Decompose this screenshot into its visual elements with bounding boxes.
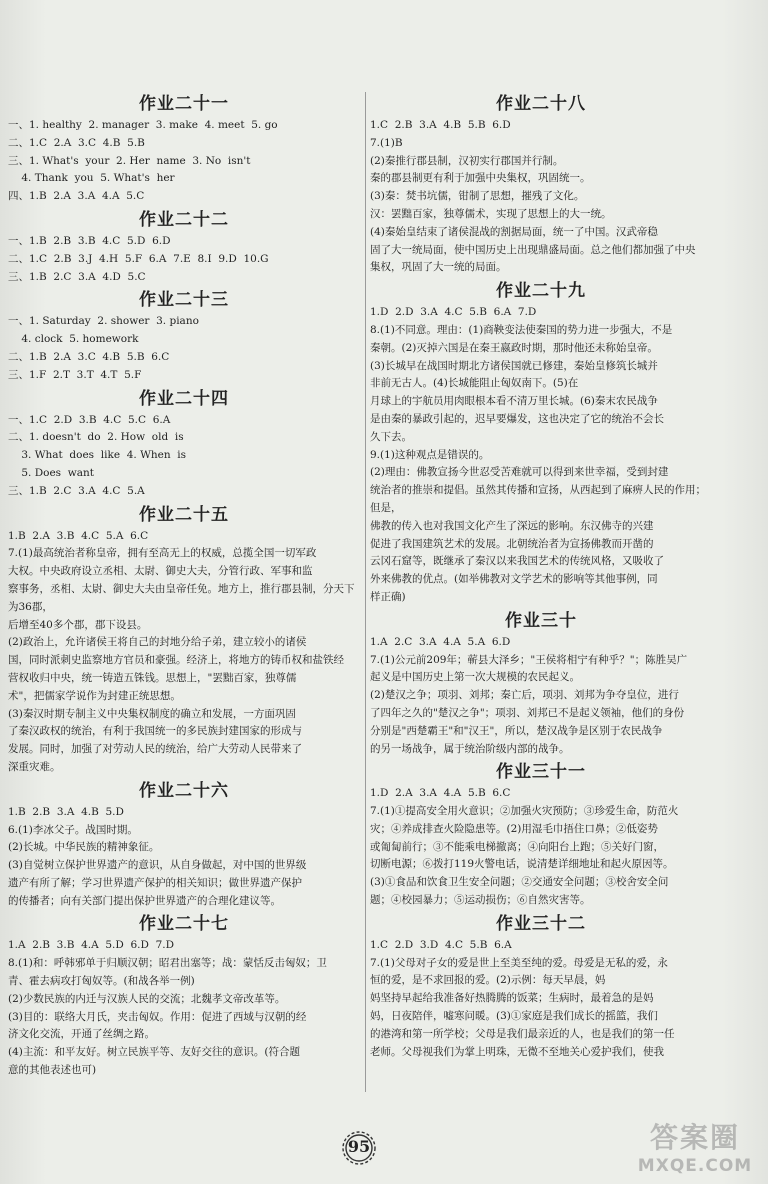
answer-line: 起义是中国历史上第一次大规模的农民起义。 <box>370 671 580 684</box>
answer-line: 6.(1)李冰父子。战国时期。 <box>8 823 138 836</box>
watermark-logo: 答案圈 <box>649 1121 740 1154</box>
site-watermark <box>630 1112 760 1178</box>
answer-line: 7.(1)公元前209年；蕲县大泽乡；"王侯将相宁有种乎？"；陈胜吴广 <box>370 653 688 666</box>
answer-line: (3)长城早在战国时期北方诸侯国就已修建，秦始皇修筑长城并 <box>370 359 658 372</box>
answer-line: 7.(1)最高统治者称皇帝，拥有至高无上的权威，总揽全国一切军政 <box>8 547 317 560</box>
answer-line: 了四年之久的"楚汉之争"；项羽、刘邦已不是起义领袖，他们的身份 <box>370 706 685 719</box>
answer-line: 灾；④养成排查火险隐患等。(2)用湿毛巾捂住口鼻；②低姿势 <box>370 822 658 835</box>
answer-line: 5. Does want <box>8 466 94 479</box>
left-column <box>8 90 360 1081</box>
answer-line: 大权。中央政府设立丞相、太尉、御史大夫，分管行政、军事和监 <box>8 565 313 578</box>
section-title: 作业二十三 <box>139 290 229 311</box>
answer-line: 的另一场战争，属于统治阶级内部的战争。 <box>370 742 570 755</box>
answer-line: 1.A 2.C 3.A 4.A 5.A 6.D <box>370 635 511 648</box>
assignment-section <box>370 279 712 607</box>
answer-line: (3)自觉树立保护世界遗产的意识，从自身做起，对中国的世界级 <box>8 859 307 872</box>
answer-line: 汉：罢黜百家，独尊儒术，实现了思想上的大一统。 <box>370 207 612 220</box>
answer-line: 3. What does like 4. When is <box>8 449 187 462</box>
answer-line: 1.D 2.D 3.A 4.C 5.B 6.A 7.D <box>370 306 537 319</box>
answer-line: (2)政治上，允许诸侯王将自己的封地分给子弟，建立较小的诸侯 <box>8 636 307 649</box>
answer-line: (3)目的：联络大月氏，夹击匈奴。作用：促进了西域与汉朝的经 <box>8 1010 307 1023</box>
answer-line: 二、1. doesn't do 2. How old is <box>8 431 184 444</box>
answer-line: 术"，把儒家学说作为封建正统思想。 <box>8 689 181 702</box>
answer-line: 1.C 2.D 3.D 4.C 5.B 6.A <box>370 938 512 951</box>
section-title: 作业三十 <box>505 610 577 631</box>
answer-line: 后增至40多个郡，郡下设县。 <box>8 618 148 631</box>
answer-line: 8.(1)不同意。理由：(1)商鞅变法使秦国的势力进一步强大，不是 <box>370 323 673 336</box>
answer-line: 济文化交流，开通了丝绸之路。 <box>8 1028 155 1041</box>
answer-line: 三、1.B 2.C 3.A 4.D 5.C <box>8 270 146 283</box>
answer-line: 秦的郡县制更有利于加强中央集权，巩固统一。 <box>370 172 591 185</box>
answer-line: (2)秦推行郡县制，汉初实行郡国并行制。 <box>370 154 564 167</box>
answer-line: 统治者的推崇和提倡。虽然其传播和宣扬，从西起到了麻痹人民的作用；但是， <box>370 484 706 514</box>
answer-line: (2)少数民族的内迁与汉族人民的交流；北魏孝文帝改革等。 <box>8 992 286 1005</box>
answer-line: 营权收归中央，统一铸造五铢钱。思想上，"罢黜百家，独尊儒 <box>8 671 297 684</box>
answer-line: 二、1.C 2.B 3.J 4.H 5.F 6.A 7.E 8.I 9.D 10.G <box>8 252 269 265</box>
answer-line: 三、1.B 2.C 3.A 4.C 5.A <box>8 484 145 497</box>
answer-line: 切断电源；⑥拨打119火警电话，说清楚详细地址和起火原因等。 <box>370 858 674 871</box>
answer-line: 三、1.F 2.T 3.T 4.T 5.F <box>8 368 142 381</box>
answer-line: 外来佛教的优点。(如举佛教对文学艺术的影响等其他事例，同 <box>370 573 658 586</box>
page-number: 95 <box>347 1137 371 1156</box>
section-title: 作业二十七 <box>139 914 229 935</box>
answer-line: 遗产有所了解；学习世界遗产保护的相关知识；做世界遗产保护 <box>8 876 302 889</box>
answer-line: 发展。同时，加强了对劳动人民的统治，给广大劳动人民带来了 <box>8 743 302 756</box>
answer-line: 恒的爱，是不求回报的爱。(2)示例：每天早晨，妈 <box>370 974 606 987</box>
answer-line: 的港湾和第一所学校；父母是我们最亲近的人，也是我们的第一任 <box>370 1027 675 1040</box>
answer-line: 是由秦的暴政引起的，迟早要爆发，这也决定了它的统治不会长 <box>370 412 664 425</box>
assignment-section <box>370 92 712 277</box>
answer-line: 一、1. Saturday 2. shower 3. piano <box>8 315 199 328</box>
section-title: 作业二十二 <box>139 209 229 230</box>
answer-line: 1.B 2.A 3.B 4.C 5.A 6.C <box>8 529 149 542</box>
answer-line: 了秦汉政权的统治，有利于我国统一的多民族封建国家的形成与 <box>8 725 302 738</box>
answer-line: 分别是"西楚霸王"和"汉王"，所以，楚汉战争是区别于农民战争 <box>370 724 663 737</box>
assignment-section <box>8 912 360 1079</box>
answer-line: 佛教的传入也对我国文化产生了深远的影响。东汉佛寺的兴建 <box>370 519 654 532</box>
answer-line: 一、1.C 2.D 3.B 4.C 5.C 6.A <box>8 413 171 426</box>
answer-line: (2)楚汉之争；项羽、刘邦；秦亡后，项羽、刘邦为争夺皇位，进行 <box>370 689 679 702</box>
assignment-section <box>8 503 360 777</box>
right-column <box>370 90 712 1062</box>
section-title: 作业三十二 <box>496 913 586 934</box>
answer-line: 二、1.B 2.A 3.C 4.B 5.B 6.C <box>8 350 170 363</box>
answer-line: 集权，巩固了大一统的局面。 <box>370 261 507 274</box>
section-title: 作业二十四 <box>139 388 229 409</box>
answer-line: 或匍匐前行；③不能乘电梯撤离；④向阳台上跑；⑤关好门窗， <box>370 840 664 853</box>
answer-line: 题；④校园暴力；⑤运动损伤；⑥自然灾害等。 <box>370 894 591 907</box>
section-title: 作业三十一 <box>496 762 586 783</box>
answer-line: 青、霍去病攻打匈奴等。(和战各举一例) <box>8 975 195 988</box>
section-title: 作业二十六 <box>139 780 229 801</box>
answer-line: 深重灾难。 <box>8 760 61 773</box>
section-title: 作业二十五 <box>139 504 229 525</box>
assignment-section <box>370 760 712 910</box>
answer-line: 意的其他表述也可) <box>8 1064 97 1077</box>
answer-line: 三、1. What's your 2. Her name 3. No isn't <box>8 154 251 167</box>
answer-line: 察事务，丞相、太尉、御史大夫由皇帝任免。地方上，推行郡县制，分天下为36郡， <box>8 582 355 613</box>
answer-line: 老师。父母视我们为掌上明珠，无微不至地关心爱护我们，使我 <box>370 1045 664 1058</box>
answer-line: (3)①食品和饮食卫生安全问题；②交通安全问题；③校舍安全问 <box>370 876 669 889</box>
answer-line: 1.A 2.B 3.B 4.A 5.D 6.D 7.D <box>8 939 175 952</box>
answer-line: 一、1.B 2.B 3.B 4.C 5.D 6.D <box>8 234 171 247</box>
page-number-badge <box>339 1128 379 1168</box>
answer-line: (2)理由：佛教宣扬今世忍受苦难就可以得到来世幸福，受到封建 <box>370 466 669 479</box>
answer-line: 4. clock 5. homework <box>8 333 139 346</box>
section-title: 作业二十九 <box>496 281 586 302</box>
answer-line: 7.(1)①提高安全用火意识；②加强火灾预防；③珍爱生命，防范火 <box>370 805 679 818</box>
answer-line: 1.B 2.B 3.A 4.B 5.D <box>8 805 124 818</box>
answer-line: 月球上的宇航员用肉眼根本看不清万里长城。(6)秦末农民战争 <box>370 395 658 408</box>
answer-line: 四、1.B 2.A 3.A 4.A 5.C <box>8 190 145 203</box>
answer-line: 7.(1)父母对子女的爱是世上至美至纯的爱。母爱是无私的爱，永 <box>370 956 668 969</box>
column-divider <box>365 92 366 1092</box>
answer-line: 4. Thank you 5. What's her <box>8 172 175 185</box>
assignment-section <box>8 92 360 206</box>
answer-line: 国，同时派刺史监察地方官员和豪强。经济上，将地方的铸币权和盐铁经 <box>8 654 344 667</box>
answer-line: 固了大一统局面，使中国历史上出现鼎盛局面。总之他们都加强了中央 <box>370 243 696 256</box>
watermark-url: MXQE.COM <box>637 1156 753 1176</box>
answer-line: 妈坚持早起给我准备好热腾腾的饭菜；生病时，最着急的是妈 <box>370 992 654 1005</box>
assignment-section <box>8 387 360 501</box>
answer-line: 二、1.C 2.A 3.C 4.B 5.B <box>8 136 145 149</box>
answer-line: 1.D 2.A 3.A 4.A 5.B 6.C <box>370 787 511 800</box>
assignment-section <box>8 208 360 286</box>
assignment-section <box>370 912 712 1062</box>
answer-line: 的传播者；向有关部门提出保护世界遗产的合理化建议等。 <box>8 894 281 907</box>
answer-line: 9.(1)这种观点是错误的。 <box>370 448 490 461</box>
section-title: 作业二十八 <box>496 94 586 114</box>
assignment-section <box>8 288 360 384</box>
assignment-section <box>8 779 360 911</box>
answer-line: 促进了我国建筑艺术的发展。北朝统治者为宣扬佛教而开凿的 <box>370 537 654 550</box>
answer-line: (2)长城。中华民族的精神象征。 <box>8 841 160 854</box>
answer-line: (3)秦：焚书坑儒，钳制了思想，摧残了文化。 <box>370 190 585 203</box>
answer-line: (3)秦汉时期专制主义中央集权制度的确立和发展，一方面巩固 <box>8 707 296 720</box>
assignment-section <box>370 609 712 759</box>
answer-line: 妈，日夜陪伴，嘘寒问暖。(3)①家庭是我们成长的摇篮，我们 <box>370 1010 658 1023</box>
answer-line: 7.(1)B <box>370 136 403 149</box>
section-title: 作业二十一 <box>139 94 229 114</box>
answer-line: 一、1. healthy 2. manager 3. make 4. meet 5. go <box>8 119 278 131</box>
answer-line: (4)秦始皇结束了诸侯混战的割据局面，统一了中国。汉武帝稳 <box>370 225 658 238</box>
answer-line: (4)主流：和平友好。树立民族平等、友好交往的意识。(符合题 <box>8 1046 300 1059</box>
answer-line: 8.(1)和：呼韩邪单于归顺汉朝；昭君出塞等；战：蒙恬反击匈奴；卫 <box>8 957 327 970</box>
answer-line: 样正确) <box>370 590 406 603</box>
answer-line: 1.C 2.B 3.A 4.B 5.B 6.D <box>370 119 511 131</box>
answer-line: 云冈石窟等，既继承了秦汉以来我国艺术的传统风格，又吸收了 <box>370 555 664 568</box>
answer-line: 非前无古人。(4)长城能阻止匈奴南下。(5)在 <box>370 377 579 390</box>
answer-line: 秦朝。(2)灭掉六国是在秦王嬴政时期，那时他还未称始皇帝。 <box>370 341 658 354</box>
answer-line: 久下去。 <box>370 430 412 443</box>
